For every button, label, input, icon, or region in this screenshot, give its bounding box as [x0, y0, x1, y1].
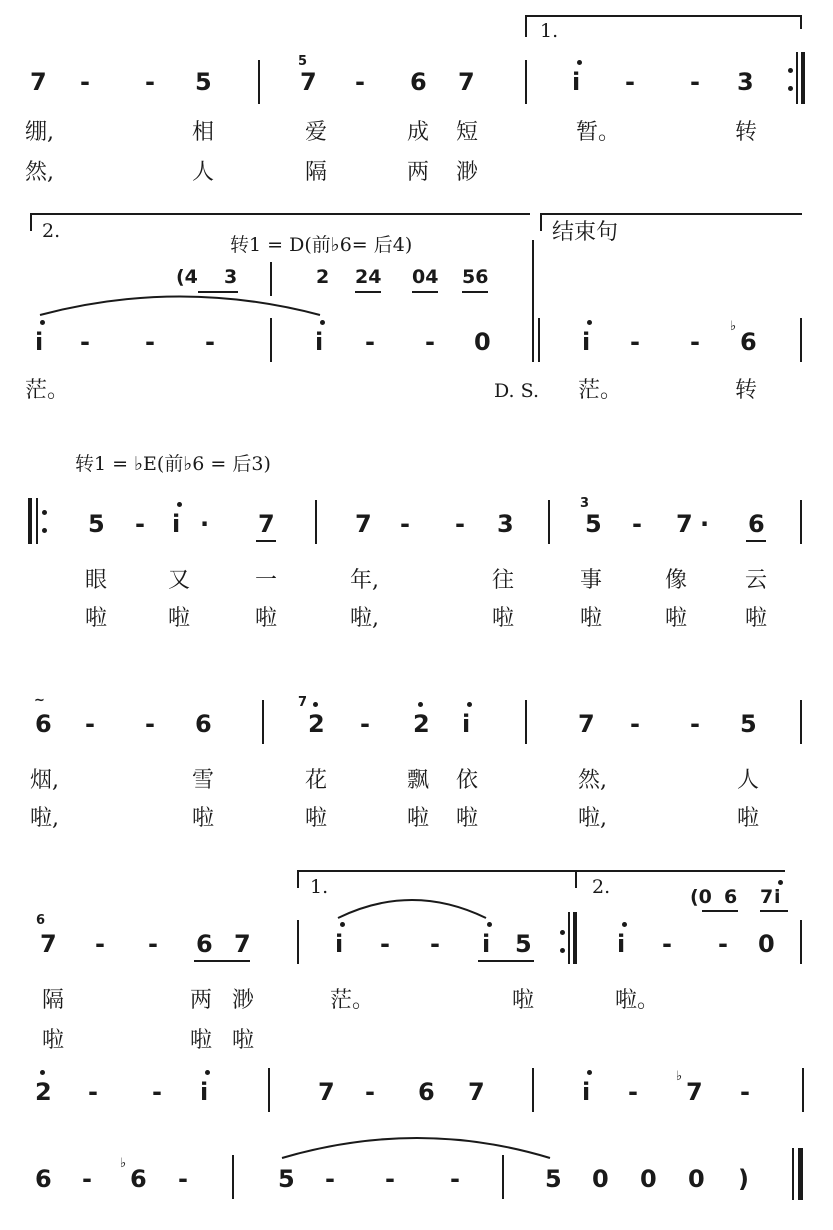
note: - [145, 710, 155, 738]
note: - [690, 328, 700, 356]
note: - [365, 328, 375, 356]
upper-note: 3 [224, 266, 238, 288]
lyric: 渺 [232, 988, 255, 1013]
volta-2-label: 2. [592, 876, 611, 898]
lyric: 然, [578, 768, 607, 793]
lyric: 隔 [305, 160, 328, 185]
key-change: 转1 = ♭E(前♭6 = 后3) [75, 453, 271, 475]
note: - [80, 328, 90, 356]
note: 7 [686, 1078, 703, 1106]
lyric: 茫。 [330, 988, 375, 1013]
note: 6 [130, 1165, 147, 1193]
final-bar-thin [792, 1148, 794, 1200]
lyric: 爱 [305, 120, 328, 145]
note: · [200, 510, 210, 538]
upper-note: i [774, 886, 781, 908]
note: - [628, 1078, 638, 1106]
lyric: 渺 [456, 160, 479, 185]
note: - [380, 930, 390, 958]
lyric: 啦, [30, 806, 59, 831]
lyric: 两 [190, 988, 213, 1013]
lyric: 依 [456, 768, 479, 793]
note: 5 [88, 510, 105, 538]
note: 7 [578, 710, 595, 738]
note: - [82, 1165, 92, 1193]
note: 0 [592, 1165, 609, 1193]
note: 7 [30, 68, 47, 96]
upper-note: (4 [176, 266, 198, 288]
flat-sign: ♭ [120, 1156, 127, 1171]
note: i [482, 930, 491, 958]
note: i [582, 328, 591, 356]
note: 7 [40, 930, 57, 958]
note: - [662, 930, 672, 958]
lyric: 啦, [350, 606, 379, 631]
lyric: 茫。 [25, 378, 70, 403]
note: - [148, 930, 158, 958]
lyric: 然, [25, 160, 54, 185]
upper-note: 2 [316, 266, 330, 288]
key-change: 转1 = D(前♭6= 后4) [230, 234, 413, 256]
note: - [95, 930, 105, 958]
lyric: 人 [192, 160, 215, 185]
grace-note: 7 [298, 695, 308, 710]
note: 5 [585, 510, 602, 538]
note: 0 [758, 930, 775, 958]
note: 2 [413, 710, 430, 738]
note: i [582, 1078, 591, 1106]
note: - [88, 1078, 98, 1106]
lyric: 啦 [492, 606, 515, 631]
ds-marking: D. S. [494, 380, 540, 402]
note: 6 [748, 510, 765, 538]
note: - [718, 930, 728, 958]
note: 5 [515, 930, 532, 958]
lyric: 绷, [25, 120, 54, 145]
flat-sign: ♭ [676, 1069, 683, 1084]
note: - [630, 710, 640, 738]
note: 5 [195, 68, 212, 96]
note: i [315, 328, 324, 356]
note: - [690, 68, 700, 96]
note: - [425, 328, 435, 356]
note: i [617, 930, 626, 958]
note: - [430, 930, 440, 958]
note: - [365, 1078, 375, 1106]
note: 6 [410, 68, 427, 96]
note: 3 [737, 68, 754, 96]
note: - [632, 510, 642, 538]
note: 3 [497, 510, 514, 538]
note: 0 [640, 1165, 657, 1193]
volta-1-label: 1. [310, 876, 329, 898]
upper-note: 6 [724, 886, 738, 908]
lyric: 啦 [305, 806, 328, 831]
note: i [335, 930, 344, 958]
lyric: 两 [407, 160, 430, 185]
note: 7 [468, 1078, 485, 1106]
lyric: 成 [407, 120, 430, 145]
flat-sign: ♭ [730, 319, 737, 334]
note: - [145, 328, 155, 356]
lyric: 转 [735, 378, 758, 403]
note: 6 [195, 710, 212, 738]
lyric: 啦 [407, 806, 430, 831]
note: 0 [474, 328, 491, 356]
lyric: 又 [168, 568, 191, 593]
lyric: 短 [456, 120, 479, 145]
note: - [690, 710, 700, 738]
note: - [355, 68, 365, 96]
note: - [450, 1165, 460, 1193]
closing-paren: ) [738, 1165, 749, 1193]
barline [232, 1155, 234, 1199]
note: 5 [278, 1165, 295, 1193]
lyric: 云 [745, 568, 768, 593]
note: - [625, 68, 635, 96]
note: - [152, 1078, 162, 1106]
lyric: 茫。 [578, 378, 623, 403]
note: - [400, 510, 410, 538]
lyric: 事 [580, 568, 603, 593]
note: 7 [318, 1078, 335, 1106]
lyric: 眼 [85, 568, 108, 593]
note: - [85, 710, 95, 738]
lyric: 啦 [42, 1028, 65, 1053]
grace-note: 6 [36, 913, 46, 928]
grace-note: 3 [580, 496, 590, 511]
note: 7 [258, 510, 275, 538]
upper-note: 24 [355, 266, 382, 288]
note: 6 [35, 1165, 52, 1193]
lyric: 像 [665, 568, 688, 593]
lyric: 啦 [737, 806, 760, 831]
note: 7 [676, 510, 693, 538]
lyric: 啦 [580, 606, 603, 631]
lyric: 啦 [255, 606, 278, 631]
lyric: 啦 [85, 606, 108, 631]
lyric: 花 [305, 768, 328, 793]
grace-note: 5 [298, 54, 308, 69]
volta-1-label: 1. [540, 20, 559, 42]
upper-note: 04 [412, 266, 439, 288]
lyric: 人 [737, 768, 760, 793]
lyric: 隔 [42, 988, 65, 1013]
lyric: 啦 [190, 1028, 213, 1053]
note: 6 [196, 930, 213, 958]
barline [502, 1155, 504, 1199]
note: i [172, 510, 181, 538]
note: - [455, 510, 465, 538]
note: 5 [545, 1165, 562, 1193]
lyric: 啦。 [615, 988, 660, 1013]
lyric: 雪 [192, 768, 215, 793]
lyric: 烟, [30, 768, 59, 793]
note: i [35, 328, 44, 356]
lyric: 往 [492, 568, 515, 593]
note: - [135, 510, 145, 538]
note: - [385, 1165, 395, 1193]
note: - [145, 68, 155, 96]
note: - [630, 328, 640, 356]
note: 6 [35, 710, 52, 738]
lyric: 年, [350, 568, 379, 593]
note: - [205, 328, 215, 356]
note: i [462, 710, 471, 738]
lyric: 相 [192, 120, 215, 145]
lyric: 飘 [407, 768, 430, 793]
final-bar-thick [798, 1148, 803, 1200]
note: - [740, 1078, 750, 1106]
ending-label: 结束句 [552, 220, 619, 245]
note: 7 [234, 930, 251, 958]
note: i [572, 68, 581, 96]
note: 7 [355, 510, 372, 538]
lyric: 啦 [745, 606, 768, 631]
lyric: 啦 [665, 606, 688, 631]
upper-note: (0 [690, 886, 712, 908]
lyric: 啦 [168, 606, 191, 631]
note: 6 [740, 328, 757, 356]
note: - [80, 68, 90, 96]
upper-note: 7 [760, 886, 774, 908]
note: 5 [740, 710, 757, 738]
lyric: 一 [255, 568, 278, 593]
lyric: 啦 [456, 806, 479, 831]
note: 2 [35, 1078, 52, 1106]
lyric: 转 [735, 120, 758, 145]
lyric: 啦, [578, 806, 607, 831]
note: · [700, 510, 710, 538]
note: 7 [458, 68, 475, 96]
lyric: 啦 [192, 806, 215, 831]
note: 7 [300, 68, 317, 96]
mordent-icon: ∼ [34, 693, 45, 708]
note: 6 [418, 1078, 435, 1106]
upper-note: 56 [462, 266, 489, 288]
note: - [360, 710, 370, 738]
note: - [325, 1165, 335, 1193]
note: 0 [688, 1165, 705, 1193]
lyric: 啦 [232, 1028, 255, 1053]
lyric: 啦 [512, 988, 535, 1013]
volta-2-label: 2. [42, 220, 61, 242]
lyric: 暂。 [576, 120, 621, 145]
note: 2 [308, 710, 325, 738]
note: - [178, 1165, 188, 1193]
note: i [200, 1078, 209, 1106]
